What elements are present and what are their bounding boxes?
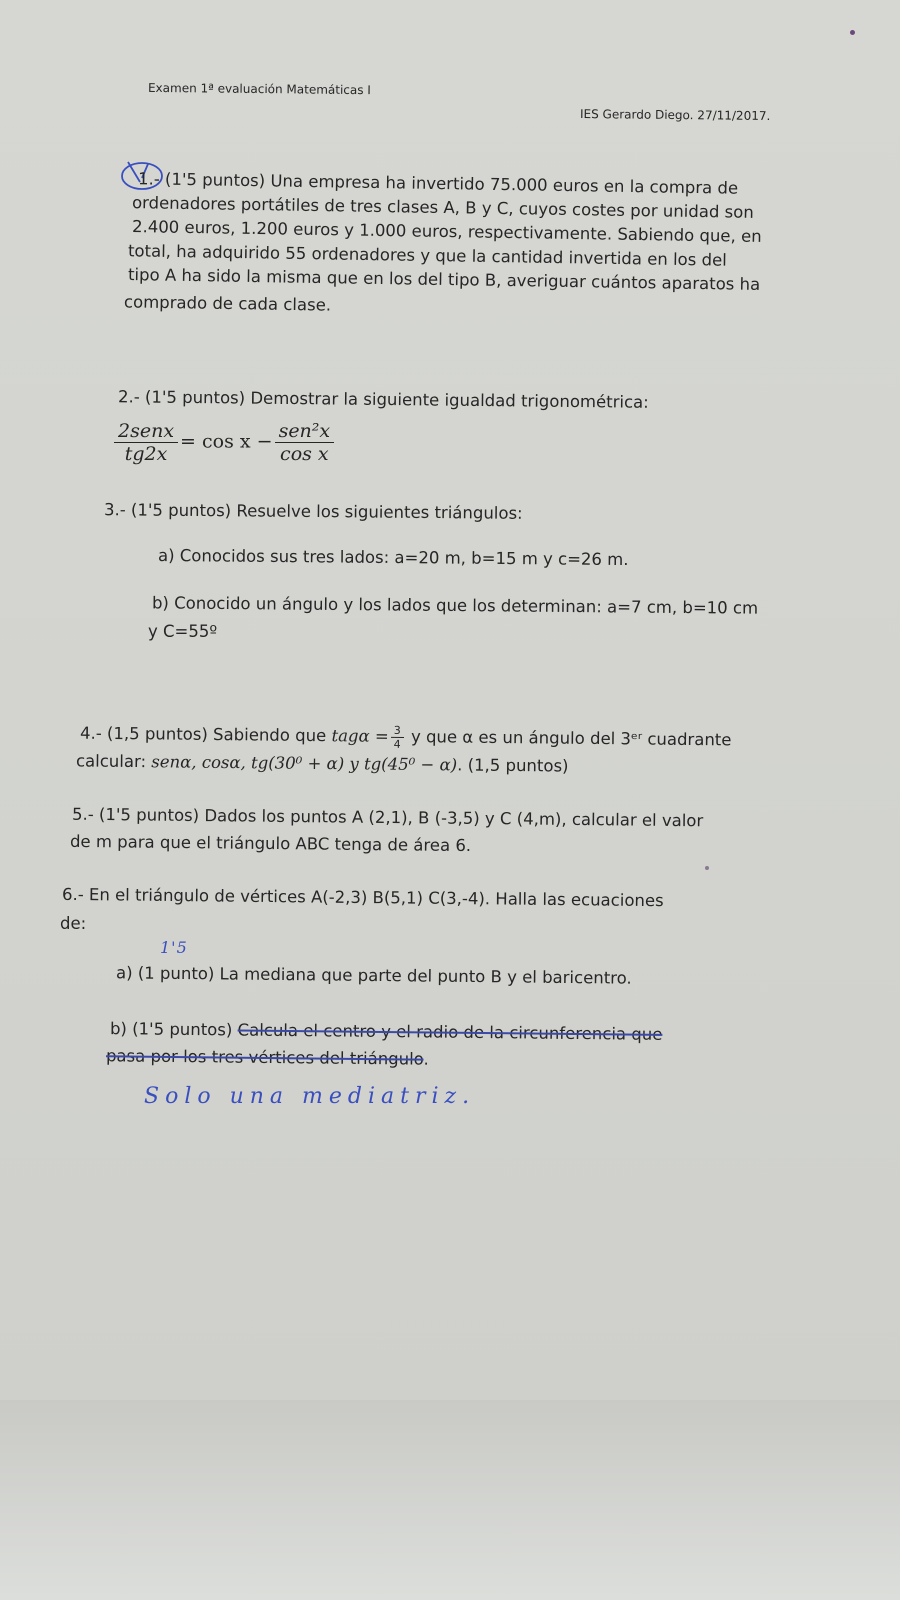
q6-line1: 6.- En el triángulo de vértices A(-2,3) B(5,1) C(3,-4). Halla las ecuaciones — [61, 884, 664, 911]
q4-line1: 4.- (1,5 puntos) Sabiendo que tagα = $\frac{3}{4}$ y que α es un ángulo del 3ᵉʳ cuadrante — [79, 723, 732, 751]
handwritten-points-correction: 1'5 — [160, 938, 188, 957]
crossed-out-text: Calcula el centro y el radio de la circunferencia que — [237, 1020, 663, 1044]
q2-statement: 2.- (1'5 puntos) Demostrar la siguiente igualdad trigonométrica: — [117, 387, 649, 412]
q6-line2: de: — [60, 914, 87, 933]
paper-dot-mark — [850, 30, 855, 35]
exam-title: Examen 1ª evaluación Matemáticas I — [147, 80, 371, 98]
q4-line2: calcular: senα, cosα, tg(30⁰ + α) y tg(45⁰ − α). (1,5 puntos) — [75, 751, 569, 776]
q1-line: ordenadores portátiles de tres clases A, B y C, cuyos costes por unidad son — [131, 193, 754, 222]
formula-middle: = cos x − — [180, 430, 273, 453]
lhs-denominator: tg2x — [124, 443, 168, 465]
lhs-numerator: 2senx — [114, 420, 178, 443]
q1-line: 1.- (1'5 puntos) Una empresa ha invertido 75.000 euros en la compra de — [137, 169, 739, 198]
paper-dot-mark — [705, 866, 709, 870]
q5-line1: 5.- (1'5 puntos) Dados los puntos A (2,1), B (-3,5) y C (4,m), calcular el valor — [71, 804, 704, 831]
q3-part-a: a) Conocidos sus tres lados: a=20 m, b=15 m y c=26 m. — [157, 545, 629, 570]
handwritten-note: Solo una mediatriz. — [144, 1084, 476, 1109]
trig-identity-formula — [112, 420, 336, 465]
q6-part-b-line2: pasa por los tres vértices del triángulo. — [105, 1046, 429, 1069]
q1-line: comprado de cada clase. — [123, 292, 332, 315]
q5-line2: de m para que el triángulo ABC tenga de área 6. — [69, 831, 472, 856]
crossed-out-text: pasa por los tres vértices del triángulo — [105, 1046, 424, 1069]
q1-line: total, ha adquirido 55 ordenadores y que la cantidad invertida en los del — [127, 241, 727, 270]
q3-part-b-line1: b) Conocido un ángulo y los lados que los determinan: a=7 cm, b=10 cm — [151, 593, 759, 618]
q3-part-b-line2: y C=55º — [148, 622, 218, 641]
school-date: IES Gerardo Diego. 27/11/2017. — [579, 107, 771, 123]
q1-line: tipo A ha sido la misma que en los del tipo B, averiguar cuántos aparatos ha — [127, 265, 761, 294]
rhs-numerator: sen²x — [275, 420, 335, 443]
q1-line: 2.400 euros, 1.200 euros y 1.000 euros, respectivamente. Sabiendo que, en — [131, 217, 762, 246]
table-surface — [0, 1400, 900, 1600]
rhs-denominator: cos x — [280, 443, 329, 465]
q6-part-b-line1: b) (1'5 puntos) Calcula el centro y el radio de la circunferencia que — [109, 1019, 663, 1044]
q6-part-a: a) (1 punto) La mediana que parte del punto B y el baricentro. — [115, 963, 632, 988]
q3-statement: 3.- (1'5 puntos) Resuelve los siguientes triángulos: — [103, 500, 523, 523]
